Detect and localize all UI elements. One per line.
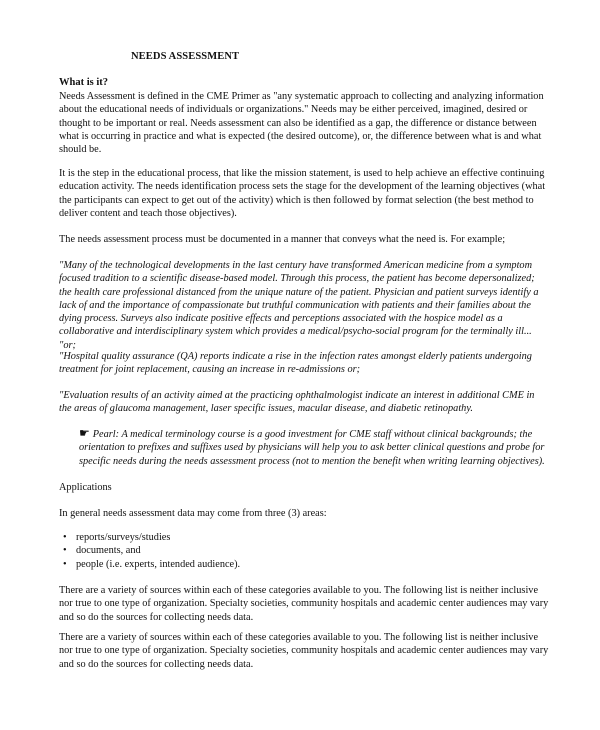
example-quote-1: "Many of the technological developments in the last century have transformed American medicine from a symptom focused tradition to a scientific disease-based model. Through this process, the patient has become depersonalized; the health care professional distanced from the unique nature of the patient. Physician and patient surveys identify a lack of and the importance of compassionate but truthful communication with patients and their families about the dying process. Surveys also indicate positive effects and perceptions associated with the hospice model as a collaborative and interdisciplinary system which provides a medical/psycho-social program for the terminally ill... "or;: [59, 260, 539, 351]
what-is-it-heading: What is it?: [59, 77, 109, 88]
applications-heading: Applications: [59, 482, 112, 493]
example-quote-2: "Hospital quality assurance (QA) reports indicate a rise in the infection rates amongst elderly patients undergoing treatment for joint replacement, causing an increase in re-admissions or;: [59, 351, 532, 376]
page-title: NEEDS ASSESSMENT: [131, 51, 240, 62]
pearl-note: [79, 427, 549, 468]
definition-paragraph: Needs Assessment is defined in the CME Primer as "any systematic approach to collecting and analyzing information about the educational needs of individuals or organizations." Needs may be either perceived, imagined, desired or thought to be important or real. Needs assessment can also be identified as a gap, the difference or distance between what is occurring in practice and what is expected (the desired outcome), or, the difference between what is and what should be.: [59, 91, 544, 156]
sources-paragraph-1: There are a variety of sources within each of these categories available to you. The following list is neither inclusive nor true to one type of organization. Specialty societies, community hospitals and academic center audiences may vary and so do the sources for collecting needs data.: [59, 585, 549, 623]
data-sources-list: [59, 531, 240, 571]
pearl-text: Pearl: A medical terminology course is a good investment for CME staff without clinical backgrounds; the orientation to prefixes and suffixes used by physicians will help you to ask better clinical questions and probe for specific needs during the needs assessment process (not to mention the benefit when writing learning objectives).: [79, 429, 545, 467]
documentation-paragraph: The needs assessment process must be documented in a manner that conveys what the need is. For example;: [59, 234, 506, 245]
example-quote-3: "Evaluation results of an activity aimed at the practicing ophthalmologist indicate an interest in additional CME in the areas of glaucoma management, laser specific issues, macular disease, and diabetic retinopathy.: [59, 390, 535, 415]
pointing-hand-icon: ☛: [79, 426, 90, 440]
sources-paragraph-2: There are a variety of sources within each of these categories available to you. The following list is neither inclusive nor true to one type of organization. Specialty societies, community hospitals and academic center audiences may vary and so do the sources for collecting needs data.: [59, 632, 549, 670]
data-sources-paragraph: In general needs assessment data may come from three (3) areas:: [59, 508, 327, 519]
list-item: • reports/surveys/studies: [76, 531, 240, 544]
list-item: • people (i.e. experts, intended audience).: [76, 558, 240, 571]
list-item: • documents, and: [76, 544, 240, 557]
educational-process-paragraph: It is the step in the educational process, that like the mission statement, is used to help achieve an effective continuing education activity. The needs identification process sets the stage for the development of the learning objectives (what the participants can expect to get out of the activity) which is then followed by format selection (the best method to deliver content and teach those objectives).: [59, 168, 546, 219]
